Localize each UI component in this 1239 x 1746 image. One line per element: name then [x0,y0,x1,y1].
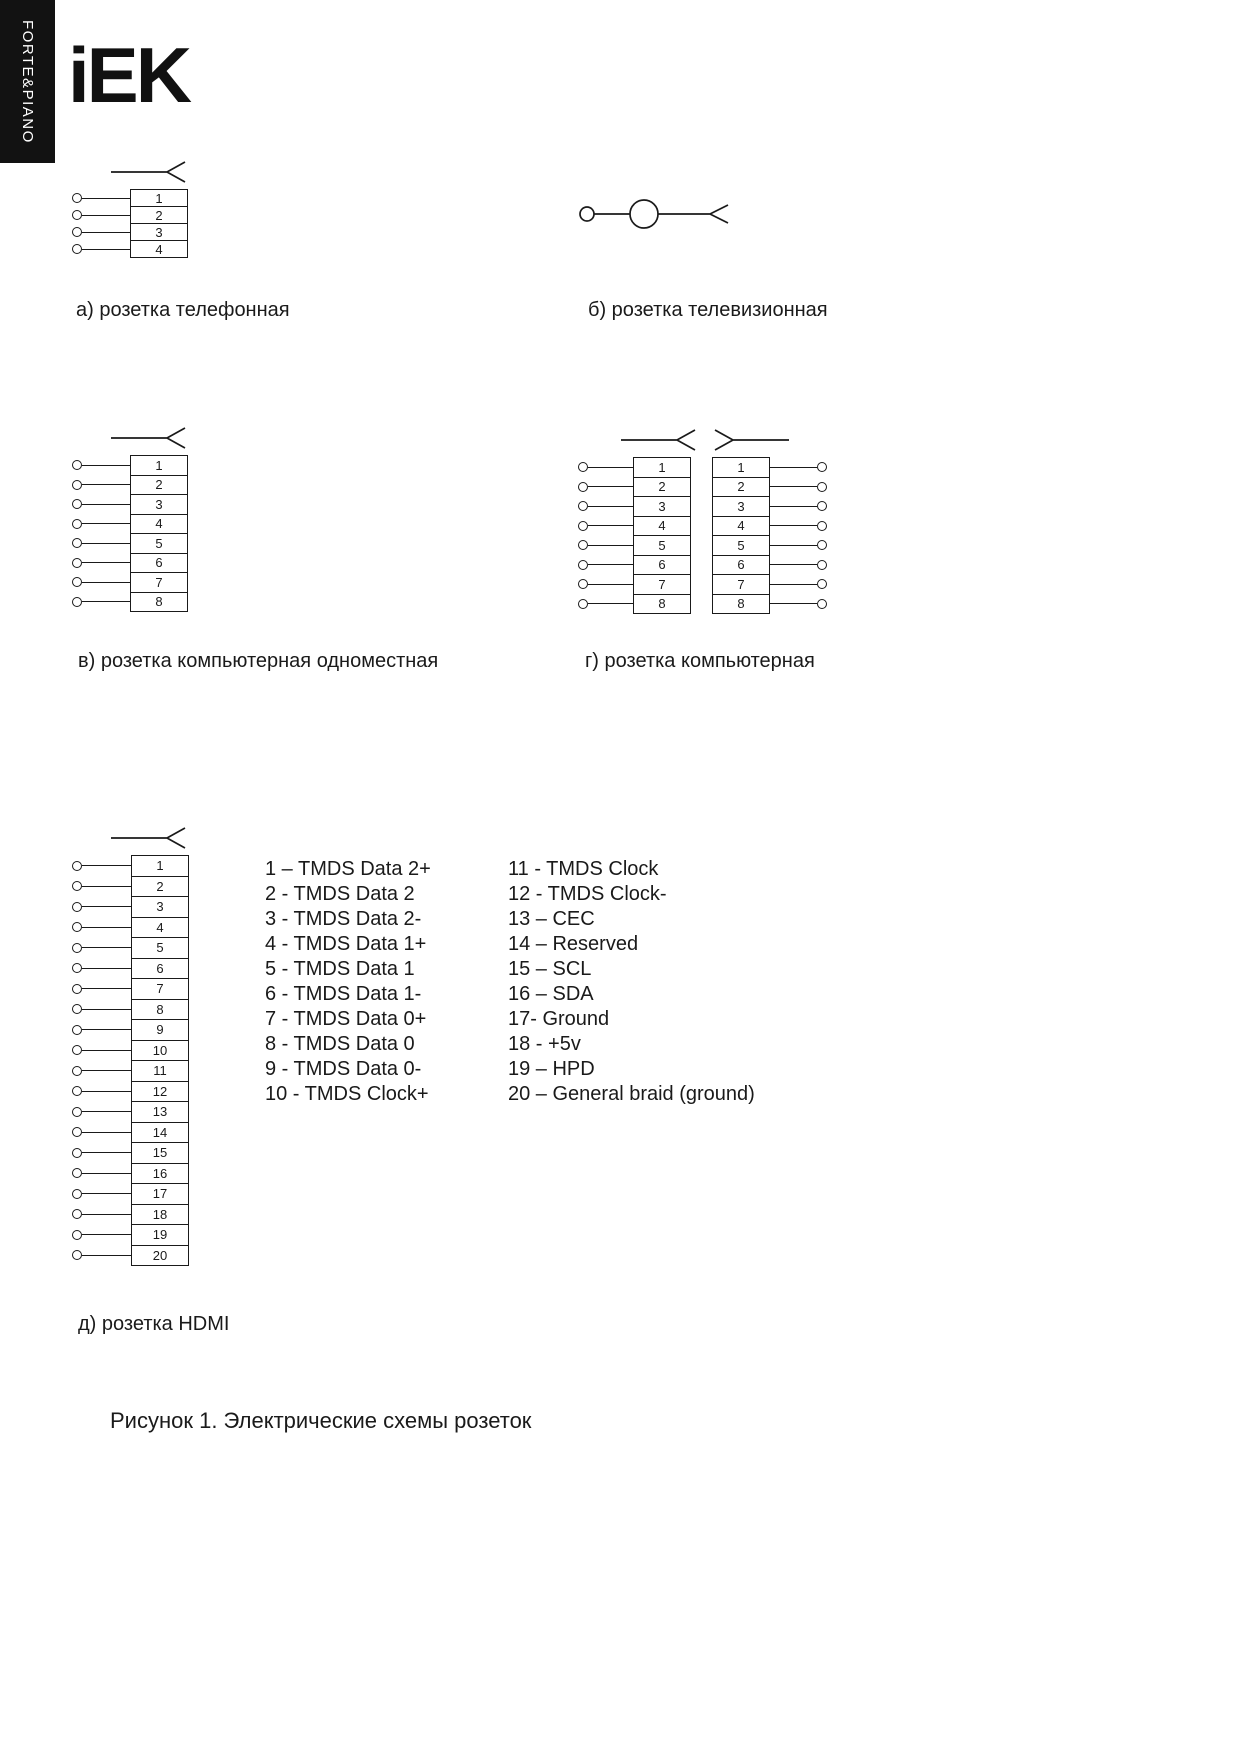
pin-terminal-icon [578,521,588,531]
pin-row [72,876,189,898]
pin-terminal-icon [817,560,827,570]
pin-list [578,457,691,614]
label-computer-socket-single: в) розетка компьютерная одноместная [78,650,439,672]
pin-wire [588,603,633,604]
pin-row [72,1245,189,1267]
pin-cell: 5 [130,533,188,554]
pin-wire [82,232,130,233]
pin-wire [82,543,130,544]
legend-item: 3 - TMDS Data 2- [265,908,422,930]
pin-terminal-icon [578,540,588,550]
pin-row [72,1142,189,1164]
pin-cell: 3 [130,223,188,241]
pin-row [72,978,189,1000]
pin-cell: 4 [712,516,770,537]
pin-wire [82,465,130,466]
plug-symbol-icon [110,824,188,850]
pin-row [72,494,188,515]
pin-row [712,574,827,595]
pin-row [578,457,691,478]
pin-cell: 8 [712,594,770,615]
pin-cell: 7 [131,978,189,1000]
pin-cell: 18 [131,1204,189,1226]
pin-wire [770,506,817,507]
pin-terminal-icon [72,1168,82,1178]
pin-row [712,535,827,556]
pin-wire [82,215,130,216]
pin-wire [82,1050,131,1051]
pin-cell: 16 [131,1163,189,1185]
diagram-telephone-socket [72,158,188,258]
pin-terminal-icon [578,579,588,589]
label-computer-socket-double: г) розетка компьютерная [585,650,815,672]
pin-cell: 1 [130,455,188,476]
pin-terminal-icon [72,943,82,953]
pin-cell: 6 [131,958,189,980]
pin-row [72,1122,189,1144]
pin-terminal-icon [72,861,82,871]
pin-terminal-icon [578,501,588,511]
pin-terminal-icon [578,560,588,570]
pin-terminal-icon [72,1025,82,1035]
pin-wire [770,584,817,585]
pin-cell: 12 [131,1081,189,1103]
pin-row [72,206,188,224]
plug-symbol-icon [620,426,698,452]
pin-terminal-icon [72,1250,82,1260]
hdmi-legend-column-1 [265,857,431,1107]
pin-terminal-icon [578,482,588,492]
pin-terminal-icon [72,597,82,607]
pin-list [72,189,188,258]
pin-terminal-icon [72,984,82,994]
pin-cell: 4 [131,917,189,939]
pin-cell: 8 [130,592,188,613]
hdmi-legend-column-2 [508,857,755,1107]
pin-wire [82,1091,131,1092]
pin-wire [770,564,817,565]
pin-row [72,937,189,959]
pin-row [72,1081,189,1103]
pin-wire [82,1214,131,1215]
legend-item: 19 – HPD [508,1058,595,1080]
pin-wire [82,865,131,866]
diagram-hdmi-socket [72,824,189,1266]
pin-row [72,1019,189,1041]
pin-cell: 10 [131,1040,189,1062]
iek-logo: iEK [68,31,190,119]
legend-item: 6 - TMDS Data 1- [265,983,422,1005]
pin-terminal-icon [72,1107,82,1117]
legend-item: 4 - TMDS Data 1+ [265,933,427,955]
pin-cell: 2 [130,475,188,496]
pin-terminal-icon [817,599,827,609]
pin-cell: 13 [131,1101,189,1123]
pin-row [72,1224,189,1246]
pin-wire [82,601,130,602]
pin-cell: 2 [130,206,188,224]
pin-wire [82,947,131,948]
pin-row [72,1163,189,1185]
legend-item: 1 – TMDS Data 2+ [265,858,431,880]
pin-terminal-icon [72,1086,82,1096]
pin-terminal-icon [72,577,82,587]
pin-terminal-icon [817,462,827,472]
pin-cell: 8 [633,594,691,615]
pin-terminal-icon [72,519,82,529]
pin-cell: 8 [131,999,189,1021]
pin-wire [770,486,817,487]
pin-row [578,496,691,517]
pin-row [578,535,691,556]
pin-wire [82,886,131,887]
pin-row [72,1204,189,1226]
pin-row [72,999,189,1021]
pin-terminal-icon [72,1066,82,1076]
pin-terminal-icon [72,881,82,891]
pin-terminal-icon [72,1045,82,1055]
pin-cell: 1 [131,855,189,877]
pin-row [72,514,188,535]
legend-item: 9 - TMDS Data 0- [265,1058,422,1080]
pin-wire [82,968,131,969]
legend-item: 10 - TMDS Clock+ [265,1083,429,1105]
pin-cell: 11 [131,1060,189,1082]
pin-terminal-icon [72,1230,82,1240]
pin-wire [588,584,633,585]
pin-wire [82,1193,131,1194]
diagram-computer-socket-double-right [712,426,827,614]
pin-wire [770,525,817,526]
pin-terminal-icon [72,1209,82,1219]
pin-cell: 1 [712,457,770,478]
pin-wire [588,564,633,565]
pin-cell: 6 [633,555,691,576]
tv-socket-symbol-icon [578,196,743,232]
pin-terminal-icon [72,1189,82,1199]
pin-cell: 3 [633,496,691,517]
pin-wire [82,1009,131,1010]
pin-terminal-icon [72,210,82,220]
pin-cell: 20 [131,1245,189,1267]
pin-row [72,553,188,574]
pin-wire [588,506,633,507]
pin-terminal-icon [72,460,82,470]
pin-row [712,457,827,478]
pin-cell: 6 [712,555,770,576]
pin-wire [588,486,633,487]
pin-wire [82,198,130,199]
pin-row [72,223,188,241]
legend-item: 2 - TMDS Data 2 [265,883,415,905]
pin-terminal-icon [72,1127,82,1137]
pin-terminal-icon [817,540,827,550]
pin-terminal-icon [817,501,827,511]
pin-wire [82,988,131,989]
figure-caption: Рисунок 1. Электрические схемы розеток [110,1408,532,1433]
pin-wire [770,603,817,604]
pin-wire [82,582,130,583]
pin-terminal-icon [817,482,827,492]
series-sidebar [0,0,55,163]
legend-item: 16 – SDA [508,983,594,1005]
pin-cell: 2 [633,477,691,498]
pin-row [72,1101,189,1123]
pin-list [72,455,188,612]
pin-terminal-icon [72,922,82,932]
pin-wire [770,467,817,468]
pin-cell: 4 [633,516,691,537]
pin-cell: 9 [131,1019,189,1041]
pin-wire [82,1255,131,1256]
pin-wire [82,1029,131,1030]
pin-row [712,594,827,615]
pin-row [72,917,189,939]
pin-cell: 4 [130,240,188,258]
pin-row [72,592,188,613]
pin-row [72,1183,189,1205]
pin-wire [82,562,130,563]
pin-wire [82,249,130,250]
pin-row [72,572,188,593]
pin-row [72,189,188,207]
pin-terminal-icon [72,538,82,548]
pin-cell: 15 [131,1142,189,1164]
pin-cell: 5 [712,535,770,556]
pin-wire [82,927,131,928]
legend-item: 18 - +5v [508,1033,581,1055]
pin-terminal-icon [72,244,82,254]
pin-cell: 7 [712,574,770,595]
label-tv-socket: б) розетка телевизионная [588,299,828,321]
pin-row [578,477,691,498]
pin-terminal-icon [72,499,82,509]
pin-cell: 3 [712,496,770,517]
pin-wire [82,1132,131,1133]
pin-row [72,896,189,918]
pin-cell: 14 [131,1122,189,1144]
legend-item: 8 - TMDS Data 0 [265,1033,415,1055]
pin-row [712,555,827,576]
legend-item: 17- Ground [508,1008,610,1030]
pin-cell: 1 [130,189,188,207]
label-hdmi-socket: д) розетка HDMI [78,1313,230,1335]
pin-cell: 19 [131,1224,189,1246]
series-label: FORTE&PIANO [19,19,36,144]
pin-wire [82,1111,131,1112]
diagram-computer-socket-single [72,424,188,612]
label-telephone-socket: а) розетка телефонная [76,299,290,321]
pin-row [72,240,188,258]
legend-item: 5 - TMDS Data 1 [265,958,415,980]
pin-wire [588,467,633,468]
pin-cell: 17 [131,1183,189,1205]
pin-row [72,455,188,476]
legend-item: 13 – CEC [508,908,595,930]
pin-cell: 3 [131,896,189,918]
pin-wire [82,1152,131,1153]
pin-cell: 2 [131,876,189,898]
pin-row [712,516,827,537]
pin-cell: 5 [131,937,189,959]
pin-terminal-icon [72,1148,82,1158]
legend-item: 7 - TMDS Data 0+ [265,1008,427,1030]
pin-row [72,1060,189,1082]
pin-terminal-icon [578,599,588,609]
pin-row [578,594,691,615]
pin-terminal-icon [817,579,827,589]
pin-cell: 6 [130,553,188,574]
pin-wire [82,504,130,505]
plug-symbol-icon [110,158,188,184]
pin-terminal-icon [72,902,82,912]
legend-item: 14 – Reserved [508,933,639,955]
diagram-computer-socket-double-left [578,426,691,614]
pin-cell: 7 [130,572,188,593]
pin-wire [82,1070,131,1071]
pin-wire [82,1234,131,1235]
legend-item: 11 - TMDS Clock [508,858,659,880]
pin-row [578,555,691,576]
legend-item: 15 – SCL [508,958,592,980]
pin-cell: 4 [130,514,188,535]
plug-symbol-icon [712,426,790,452]
pin-wire [82,906,131,907]
pin-terminal-icon [578,462,588,472]
pin-row [578,574,691,595]
pin-cell: 1 [633,457,691,478]
pin-wire [82,484,130,485]
pin-terminal-icon [72,963,82,973]
pin-row [72,1040,189,1062]
pin-terminal-icon [72,558,82,568]
pin-cell: 7 [633,574,691,595]
pin-row [72,475,188,496]
pin-wire [588,525,633,526]
pin-wire [588,545,633,546]
pin-terminal-icon [72,227,82,237]
legend-item: 12 - TMDS Clock- [508,883,667,905]
pin-terminal-icon [72,480,82,490]
pin-cell: 2 [712,477,770,498]
pin-wire [770,545,817,546]
legend-item: 20 – General braid (ground) [508,1083,755,1105]
pin-row [72,958,189,980]
pin-wire [82,1173,131,1174]
pin-cell: 5 [633,535,691,556]
pin-terminal-icon [72,1004,82,1014]
pin-row [712,496,827,517]
pin-terminal-icon [72,193,82,203]
pin-terminal-icon [817,521,827,531]
pin-row [578,516,691,537]
pin-list [712,457,827,614]
pin-cell: 3 [130,494,188,515]
pin-wire [82,523,130,524]
pin-row [712,477,827,498]
pin-list [72,855,189,1266]
plug-symbol-icon [110,424,188,450]
pin-row [72,533,188,554]
pin-row [72,855,189,877]
